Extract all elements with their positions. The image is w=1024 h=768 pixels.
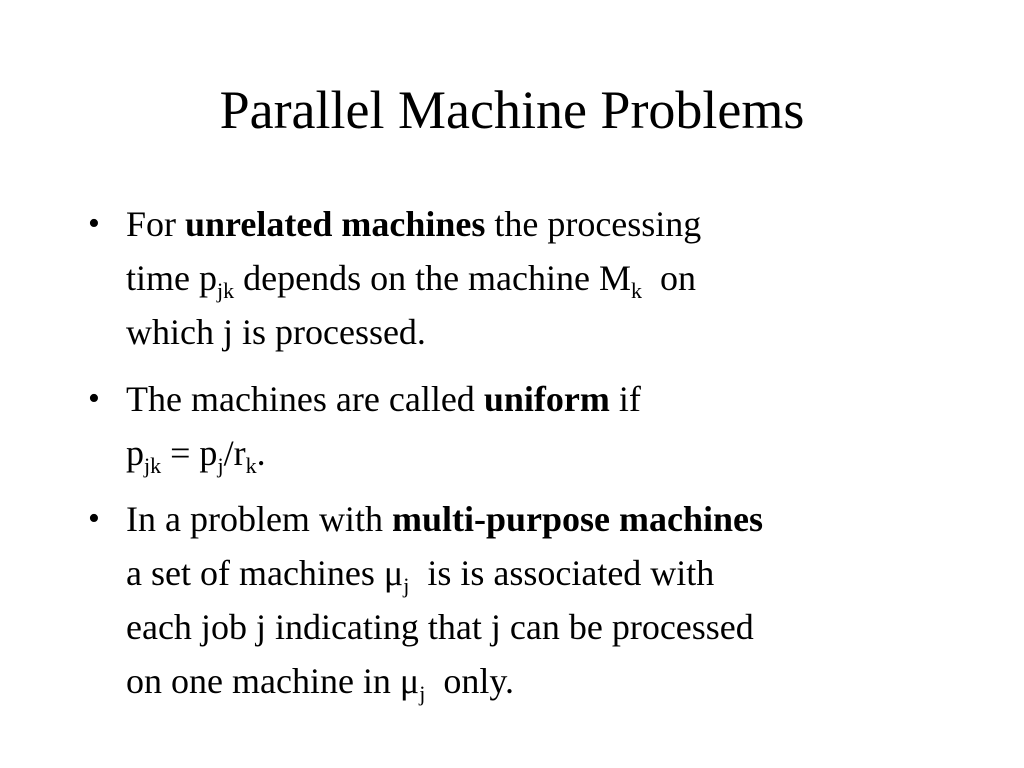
bullet-text	[126, 492, 968, 708]
bold-term: multi-purpose machines	[391, 499, 763, 539]
text-run: which j is processed.	[126, 312, 426, 352]
text-line	[126, 305, 968, 359]
text-run: the processing	[485, 204, 702, 244]
text-run: depends on the machine M	[234, 258, 632, 298]
subscript: jk	[216, 278, 235, 303]
bold-term: uniform	[483, 379, 610, 419]
subscript: j	[419, 681, 426, 706]
text-line	[126, 372, 968, 426]
text-run: = p	[161, 433, 218, 473]
text-run: The machines are called	[126, 379, 484, 419]
formula-line	[126, 426, 968, 480]
bullet-text	[126, 197, 968, 359]
subscript: k	[631, 278, 643, 303]
text-line	[126, 492, 968, 546]
subscript: j	[403, 573, 410, 598]
slide-title: Parallel Machine Problems	[219, 80, 805, 140]
mu-symbol: μ	[399, 661, 420, 701]
text-run: For	[126, 204, 186, 244]
bold-term: unrelated machines	[185, 204, 486, 244]
subscript: k	[245, 453, 257, 478]
text-run: a set of machines	[126, 553, 384, 593]
text-run: each job j indicating that j can be processed	[126, 607, 754, 647]
bullet-item-multi-purpose-machines	[88, 492, 968, 708]
text-run: if	[609, 379, 641, 419]
subscript: jk	[144, 453, 162, 478]
subscript: j	[217, 453, 224, 478]
mu-symbol: μ	[383, 553, 404, 593]
text-line	[126, 654, 968, 708]
bullet-dot: •	[88, 205, 100, 242]
bullet-item-unrelated-machines	[88, 197, 968, 359]
text-line	[126, 197, 968, 251]
bullet-dot: •	[88, 500, 100, 537]
text-run: is is associated with	[409, 553, 715, 593]
text-run: .	[256, 433, 266, 473]
text-run: /r	[223, 433, 246, 473]
text-run: on one machine in	[126, 661, 400, 701]
text-line	[126, 600, 968, 654]
bullet-item-uniform-machines	[88, 372, 968, 480]
text-run: p	[126, 433, 144, 473]
text-run: only.	[425, 661, 515, 701]
text-run: In a problem with	[126, 499, 392, 539]
bullet-dot: •	[88, 380, 100, 417]
text-line	[126, 251, 968, 305]
text-run: time p	[126, 258, 217, 298]
text-line	[126, 546, 968, 600]
bullet-text	[126, 372, 968, 480]
text-run: on	[642, 258, 697, 298]
